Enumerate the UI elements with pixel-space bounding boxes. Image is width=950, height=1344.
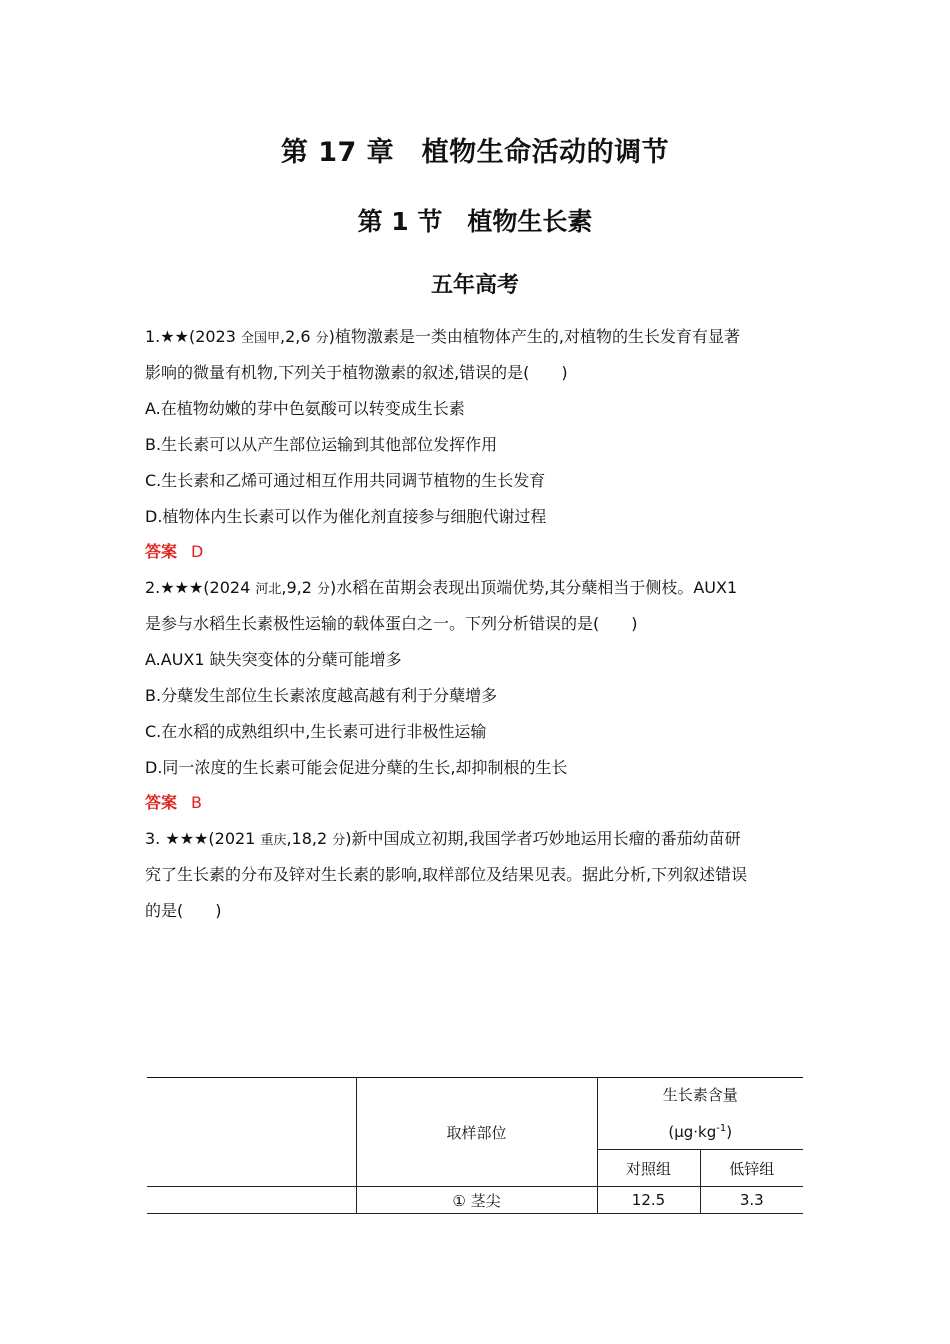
question-1-option-c: C.生长素和乙烯可通过相互作用共同调节植物的生长发育 (145, 471, 546, 490)
question-1-option-b: B.生长素可以从产生部位运输到其他部位发挥作用 (145, 435, 498, 454)
auxin-content-label: 生长素含量 (662, 1086, 738, 1104)
question-2-number: 2. (145, 578, 161, 597)
unit-superscript: -1 (716, 1123, 727, 1134)
question-1-source-region: 全国甲 (241, 331, 281, 346)
question-1-stem-text-a: )植物激素是一类由植物体产生的,对植物的生长发育有显著 (328, 327, 740, 346)
question-1-number: 1. (145, 327, 161, 346)
question-3-source-number: ,18,2 (286, 829, 333, 848)
question-3-stem-text-a: )新中国成立初期,我国学者巧妙地运用长瘤的番茄幼苗研 (345, 829, 741, 848)
question-1-difficulty-stars: ★★ (160, 327, 189, 346)
question-3-source-unit: 分 (332, 833, 346, 848)
auxin-content-unit (598, 1112, 804, 1149)
question-2-source-number: ,9,2 (281, 578, 317, 597)
question-1-source-number: ,2,6 (280, 327, 316, 346)
question-1-source-year: (2023 (188, 327, 241, 346)
answer-label: 答案 (145, 542, 178, 561)
question-1-answer (145, 540, 203, 564)
table-cell-sampling-site: ① 茎尖 (356, 1187, 597, 1214)
question-1-source-unit: 分 (315, 331, 329, 346)
question-2-option-a: A.AUX1 缺失突变体的分蘖可能增多 (145, 650, 402, 669)
answer-label: 答案 (145, 793, 178, 812)
question-1-option-a: A.在植物幼嫩的芽中色氨酸可以转变成生长素 (145, 399, 465, 418)
question-2-answer (145, 791, 202, 815)
question-3-stem-line-2: 究了生长素的分布及锌对生长素的影响,取样部位及结果见表。据此分析,下列叙述错误 (145, 865, 748, 884)
section-title: 第 1 节 植物生长素 (357, 207, 593, 236)
table-row-blank (147, 1187, 356, 1214)
table-header-low-zinc-group: 低锌组 (700, 1150, 803, 1187)
unit-text: (μg·kg (668, 1123, 717, 1141)
question-3-number: 3. (145, 829, 166, 848)
unit-close: ) (726, 1123, 733, 1141)
question-2-option-d: D.同一浓度的生长素可能会促进分蘖的生长,却抑制根的生长 (145, 758, 568, 777)
table-header-auxin-content (597, 1078, 803, 1150)
question-3-difficulty-stars: ★★★ (165, 829, 209, 848)
question-2-difficulty-stars: ★★★ (160, 578, 204, 597)
question-2-stem-line-1 (145, 576, 737, 602)
table-header-sampling-site: 取样部位 (356, 1078, 597, 1187)
question-2-source-unit: 分 (316, 582, 330, 597)
question-1-option-d: D.植物体内生长素可以作为催化剂直接参与细胞代谢过程 (145, 507, 547, 526)
question-1-stem-line-1 (145, 325, 740, 351)
answer-value: B (191, 793, 202, 812)
question-2-option-b: B.分蘖发生部位生长素浓度越高越有利于分蘖增多 (145, 686, 498, 705)
question-1-stem-line-2: 影响的微量有机物,下列关于植物激素的叙述,错误的是( ) (145, 363, 568, 382)
table-cell-low-zinc: 3.3 (700, 1187, 803, 1214)
table-row (147, 1187, 803, 1214)
answer-value: D (191, 542, 204, 561)
chapter-title: 第 17 章 植物生命活动的调节 (280, 137, 670, 168)
question-3-stem-line-1 (145, 827, 741, 853)
table-header-control-group: 对照组 (597, 1150, 700, 1187)
question-2-stem-line-2: 是参与水稻生长素极性运输的载体蛋白之一。下列分析错误的是( ) (145, 614, 638, 633)
question-3-stem-line-3: 的是( ) (145, 901, 222, 920)
question-2-source-year: (2024 (203, 578, 256, 597)
question-2-option-c: C.在水稻的成熟组织中,生长素可进行非极性运输 (145, 722, 487, 741)
results-table (147, 1077, 803, 1214)
table-blank-corner (147, 1078, 356, 1187)
question-2-stem-text-a: )水稻在苗期会表现出顶端优势,其分蘖相当于侧枝。AUX1 (330, 578, 738, 597)
question-2-source-region: 河北 (255, 582, 282, 597)
question-3-source-region: 重庆 (260, 833, 287, 848)
table-cell-control: 12.5 (597, 1187, 700, 1214)
question-3-source-year: (2021 (208, 829, 261, 848)
sub-title: 五年高考 (430, 273, 519, 298)
